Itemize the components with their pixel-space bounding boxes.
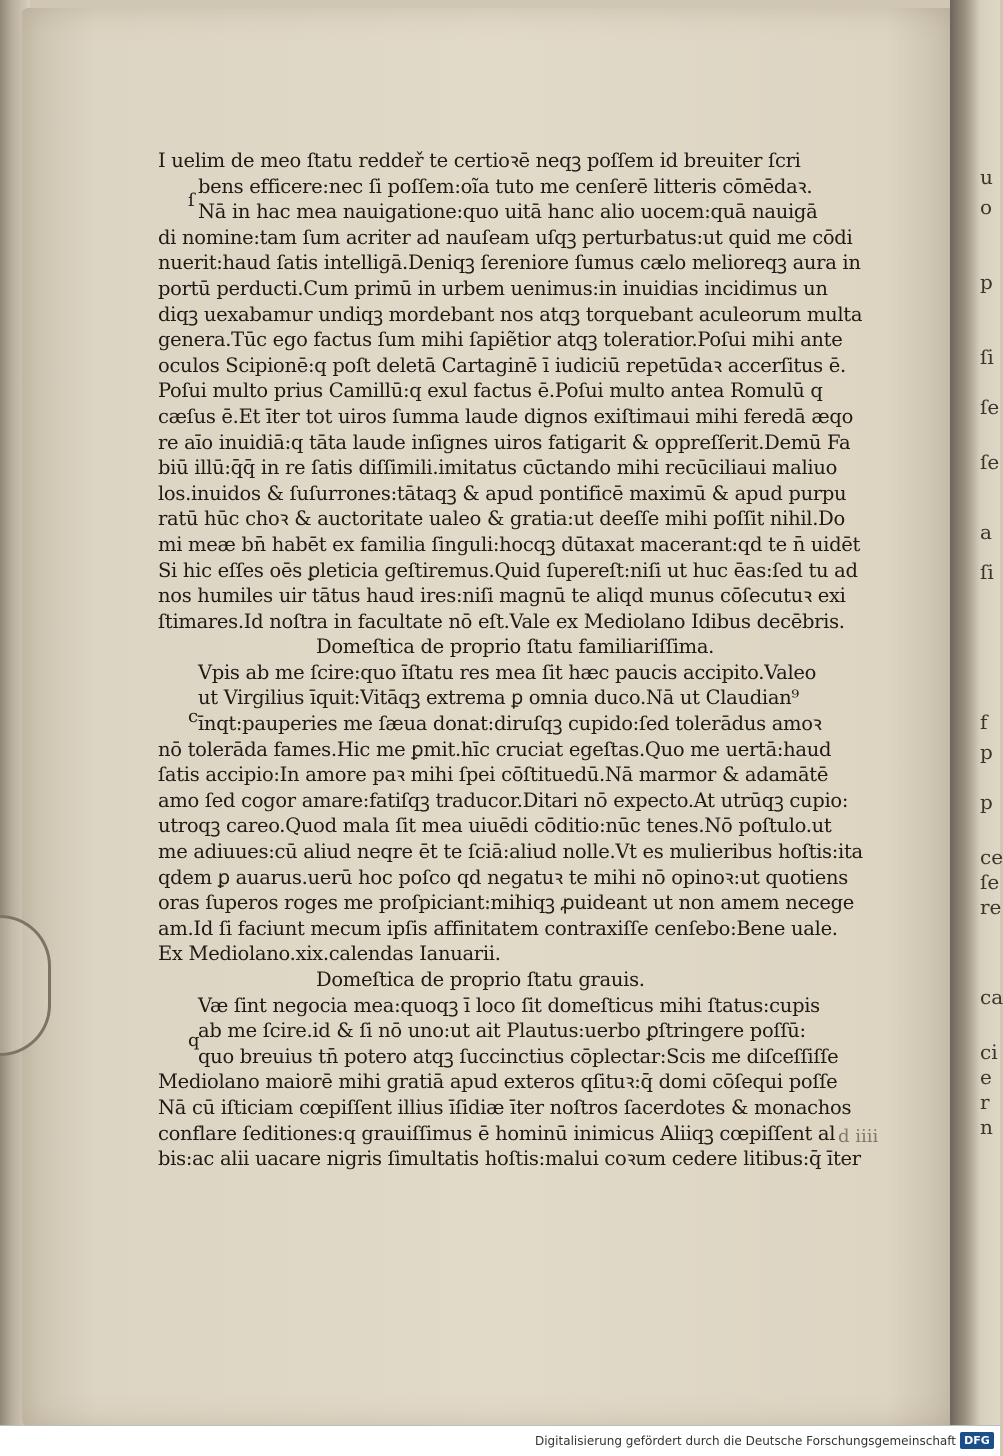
- text-line: I uelim de meo ſtatu reddeř te certioꝛē neqꝫ poſſem id breuiter ſcri: [158, 149, 801, 172]
- text-line: genera.Tūc ego factus ſum mihi ſapiẽtior atqꝫ toleratior.Poſui mihi ante: [158, 328, 843, 352]
- facing-letter: re: [980, 895, 1002, 919]
- facing-letter: ſi: [980, 345, 994, 369]
- guide-letter: q: [188, 1030, 200, 1051]
- facing-letter: r: [980, 1090, 990, 1114]
- text-line: ut Virgilius īquit:Vitāqꝫ extrema ꝑ omnia duco.Nā ut Claudian⁹: [198, 686, 799, 710]
- text-line: los.inuidos & ſuſurrones:tātaqꝫ & apud pontificē maximū & apud purpu: [158, 481, 847, 505]
- text-line: ſatis accipio:In amore paꝛ mihi ſpei cōſtituedū.Nā marmor & adamātē: [158, 763, 829, 787]
- facing-letter: ca: [980, 985, 1003, 1009]
- footer-bar: [0, 1425, 1000, 1456]
- text-line: Væ ſint negocia mea:quoqꝫ ī loco ſit domeſticus mihi ſtatus:cupis: [198, 993, 820, 1017]
- text-line: biū illū:q̄q̄ in re ſatis diſſimili.imitatus cūctando mihi recūciliaui maliuo: [158, 456, 838, 480]
- dfg-logo: DFG: [960, 1432, 994, 1449]
- text-line: Poſui multo prius Camillū:q exul factus ē.Poſui multo antea Romulū q: [158, 379, 823, 403]
- text-line: conflare ſeditiones:q grauiſſimus ē hominū inimicus Aliiqꝫ cœpiſſent al: [158, 1121, 836, 1145]
- text-line: Mediolano maiorē mihi gratiā apud exteros qſituꝛ:q̄ domi cōſequi poſſe: [158, 1070, 838, 1094]
- footer-credit: Digitalisierung gefördert durch die Deutsche Forschungsgemeinschaft: [534, 1434, 956, 1448]
- facing-letter: p: [980, 740, 993, 764]
- text-line: qdem ꝑ auarus.uerū hoc poſco qd negatuꝛ te mihi nō opinoꝛ:ut quotiens: [158, 865, 848, 889]
- facing-letter: e: [980, 1065, 992, 1089]
- text-line: di nomine:tam ſum acriter ad nauſeam uſqꝫ perturbatus:ut quid me cōdi: [158, 225, 853, 249]
- text-line: quo breuius tn̄ potero atqꝫ ſuccinctius cōplectar:Scis me diſceſſiſſe: [198, 1044, 839, 1068]
- text-line: am.Id ſi faciunt mecum ipſis affinitatem contraxiſſe cenſebo:Bene uale.: [158, 916, 838, 940]
- section-heading: Domeſtica de proprio ſtatu familiariſſima.: [316, 635, 715, 659]
- text-line: bens efficere:nec ſi poſſem:oĩa tuto me cenſerē litteris cōmēdaꝛ.: [198, 174, 813, 198]
- facing-letter: a: [980, 520, 992, 544]
- text-line: Si hic eſſes oēs ꝑleticia geſtiremus.Quid ſupereſt:niſi ut huc ēas:ſed tu ad: [158, 558, 858, 582]
- text-line: ſtimares.Id noſtra in facultate nō eſt.Vale ex Mediolano Idibus decēbris.: [158, 609, 845, 633]
- section-heading: Domeſtica de proprio ſtatu grauis.: [316, 968, 645, 991]
- text-line: ab me ſcire.id & ſi nō uno:ut ait Plautus:uerbo ꝑſtringere poſſū:: [198, 1019, 806, 1043]
- text-line: re aīo inuidiā:q tāta laude inſignes uiros fatigarit & oppreſſerit.Demū Fa: [158, 430, 851, 454]
- facing-letter: p: [980, 270, 993, 294]
- facing-letter: p: [980, 790, 993, 814]
- text-line: Nā cū iſticiam cœpiſſent illius īſidiæ īter noſtros ſacerdotes & monachos: [158, 1095, 852, 1119]
- facing-letter: ſi: [980, 560, 994, 584]
- facing-letter: ce: [980, 845, 1003, 869]
- facing-letter: ci: [980, 1040, 998, 1064]
- text-line: bis:ac alii uacare nigris ſimultatis hoſtis:malui coꝛum cedere litibus:q̄ īter: [158, 1147, 861, 1171]
- text-line: utroqꝫ careo.Quod mala ſit mea uiuēdi cōditio:nūc tenes.Nō poſtulo.ut: [158, 814, 832, 838]
- facing-letter: ſe: [980, 450, 1000, 474]
- guide-letter: c: [188, 706, 199, 727]
- text-line: nō tolerāda fames.Hic me ꝑmit.hīc cruciat egeſtas.Quo me uertā:haud: [158, 737, 832, 761]
- text-line: cæſus ē.Et īter tot uiros ſumma laude dignos exiſtimaui mihi feredā æqo: [158, 404, 854, 428]
- facing-letter: o: [980, 195, 993, 219]
- facing-letter: f: [980, 710, 988, 734]
- text-line: amo ſed cogor amare:fatiſqꝫ traducor.Ditari nō expecto.At utrūqꝫ cupio:: [158, 788, 849, 812]
- text-line: īnqt:pauperies me ſæua donat:diruſqꝫ cupido:ſed tolerādus amoꝛ: [198, 712, 822, 736]
- book-gutter: [950, 0, 1000, 1425]
- text-line: diqꝫ uexabamur undiqꝫ mordebant nos atqꝫ torquebant aculeorum multa: [158, 302, 863, 326]
- guide-letter: ſ: [188, 190, 195, 211]
- facing-letter: ſe: [980, 870, 1000, 894]
- text-line: me adiuues:cū aliud neqre ēt te ſciā:aliud nolle.Vt es mulieribus hoſtis:ita: [158, 840, 863, 864]
- text-line: nuerit:haud ſatis intelligā.Deniqꝫ ſereniore ſumus cælo melioreqꝫ aura in: [158, 251, 861, 275]
- text-line: mi meæ bn̄ habēt ex familia ſinguli:hocqꝫ dūtaxat macerant:qd te n̄ uidēt: [158, 532, 861, 556]
- page-body-text: [158, 148, 918, 1172]
- text-line: oculos Scipionē:q poſt deletā Cartaginē ī iudiciū repetūdaꝛ accerſitus ē.: [158, 353, 846, 377]
- signature-mark: d iiii: [838, 1126, 879, 1147]
- text-line: oras ſuperos roges me proſpiciant:mihiqꝫ ꝓuideant ut non amem necege: [158, 891, 855, 915]
- facing-letter: ſe: [980, 395, 1000, 419]
- text-line: ratū hūc choꝛ & auctoritate ualeo & gratia:ut deeſſe mihi poſſit nihil.Do: [158, 507, 845, 531]
- text-line: Vpis ab me ſcire:quo īſtatu res mea ſit hæc paucis accipito.Valeo: [198, 660, 817, 684]
- text-line: portū perducti.Cum primū in urbem uenimus:in inuidias incidimus un: [158, 276, 828, 300]
- facing-letter: n: [980, 1115, 993, 1139]
- text-line: nos humiles uir tātus haud ires:niſi magnū te aliqd munus cōſecutuꝛ exi: [158, 584, 846, 608]
- text-line: Ex Mediolano.xix.calendas Ianuarii.: [158, 942, 501, 966]
- facing-letter: u: [980, 165, 993, 189]
- text-line: Nā in hac mea nauigatione:quo uitā hanc alio uocem:quā nauigā: [198, 200, 818, 224]
